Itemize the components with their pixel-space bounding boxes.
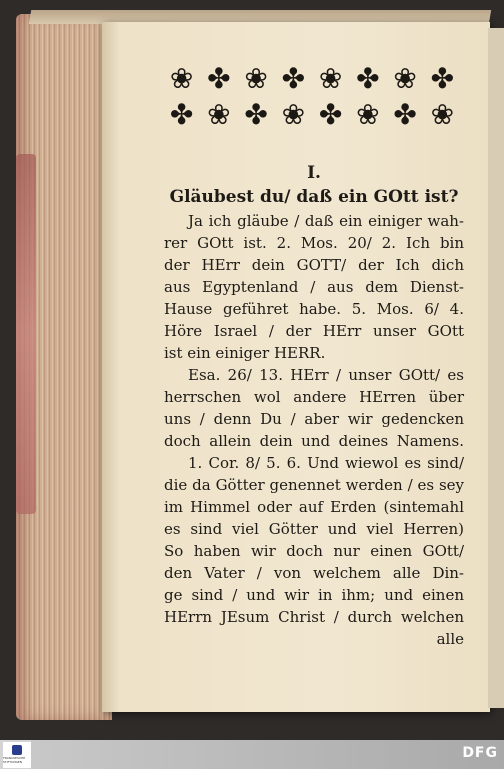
- ornament-glyph: ❀: [356, 98, 380, 131]
- dfg-logo[interactable]: DFG: [462, 745, 498, 761]
- text-line: im Himmel oder auf Erden (sintemahl: [164, 498, 464, 516]
- text-line: der HErr dein GOTT/ der Ich dich: [164, 256, 464, 274]
- text-line: ge sind / und wir in ihm; und einen: [164, 586, 464, 604]
- ornament-glyph: ❀: [318, 62, 343, 95]
- ornament-glyph: ✤: [207, 62, 231, 95]
- text-line: Ja ich gläube / daß ein einiger wah-: [188, 212, 464, 230]
- text-line: rer GOtt ist. 2. Mos. 20/ 2. Ich bin: [164, 234, 464, 252]
- book-page-edges: [16, 14, 112, 720]
- text-line: 1. Cor. 8/ 5. 6. Und wiewol es sind/: [188, 454, 464, 472]
- ornament-glyph: ❀: [430, 98, 455, 131]
- text-line: es sind viel Götter und viel Herren): [164, 520, 464, 538]
- ornament-glyph: ✤: [281, 62, 306, 95]
- text-line: Esa. 26/ 13. HErr / unser GOtt/ es: [188, 366, 464, 384]
- catechism-question: Gläubest du/ daß ein GOtt ist?: [169, 187, 459, 207]
- page-text: [164, 162, 464, 650]
- ornament-glyph: ✤: [356, 62, 380, 95]
- text-line: Höre Israel / der HErr unser GOtt: [164, 322, 464, 340]
- logo-mark-icon: [12, 745, 22, 755]
- text-line: den Vater / von welchem alle Din-: [164, 564, 464, 582]
- ornament-glyph: ❀: [281, 98, 306, 131]
- logo-text: FRANCKESCHE STIFTUNGEN: [3, 756, 26, 764]
- viewer-footer: [0, 740, 504, 769]
- ornament-glyph: ❀: [169, 62, 194, 95]
- text-line: die da Götter genennet werden / es sey: [164, 476, 464, 494]
- text-line: uns / denn Du / aber wir gedencken: [164, 410, 464, 428]
- ornament-glyph: ✤: [430, 62, 455, 95]
- text-line: Hause geführet habe. 5. Mos. 6/ 4.: [164, 300, 464, 318]
- text-line: ist ein einiger HERR.: [164, 344, 326, 362]
- text-line: herrschen wol andere HErren über: [164, 388, 464, 406]
- text-line: So haben wir doch nur einen GOtt/: [164, 542, 464, 560]
- ornament-glyph: ✤: [393, 98, 417, 131]
- ornament-glyph: ✤: [169, 98, 194, 131]
- facing-page-edge: [488, 28, 504, 708]
- text-line: HErrn JEsum Christ / durch welchen: [164, 608, 464, 626]
- ornament-glyph: ❀: [244, 62, 268, 95]
- ornamental-headpiece: [164, 62, 460, 132]
- catchword: alle: [436, 630, 464, 648]
- text-line: aus Egyptenland / aus dem Dienst-: [164, 278, 464, 296]
- text-line: doch allein dein und deines Namens.: [164, 432, 464, 450]
- footer-bar: [31, 740, 504, 769]
- ornament-glyph: ❀: [207, 98, 231, 131]
- ornament-glyph: ❀: [393, 62, 417, 95]
- section-number: I.: [307, 163, 321, 183]
- ornament-glyph: ✤: [318, 98, 343, 131]
- institution-logo[interactable]: [3, 742, 31, 768]
- ornament-glyph: ✤: [244, 98, 268, 131]
